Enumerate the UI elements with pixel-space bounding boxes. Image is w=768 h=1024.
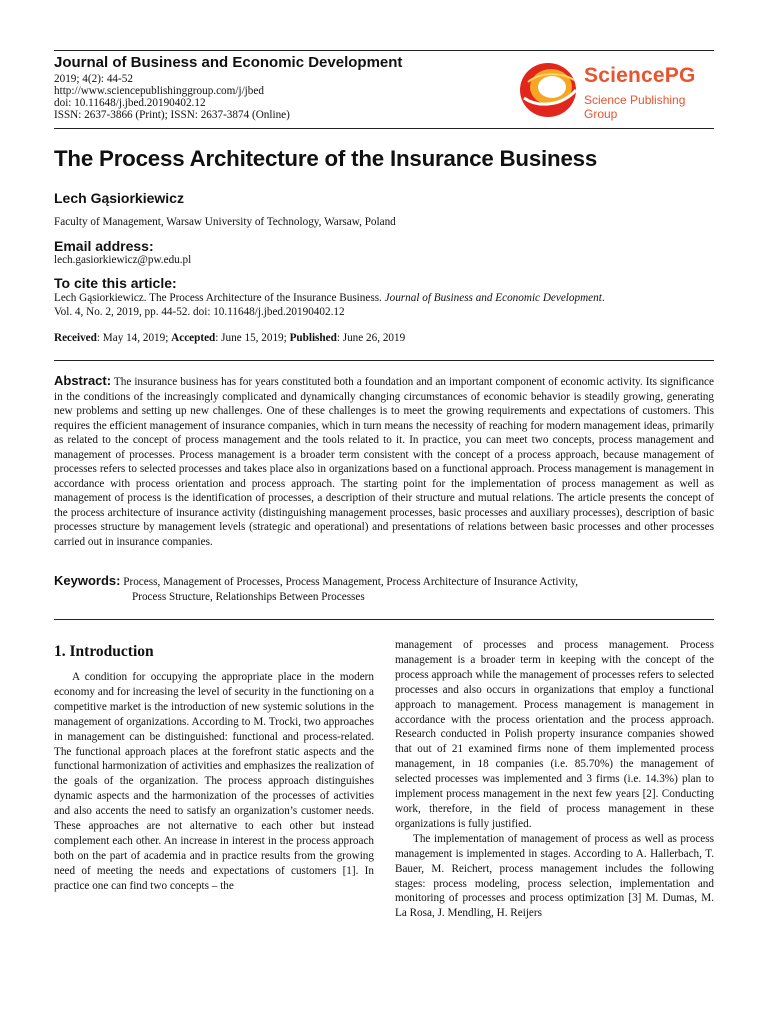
keywords-line-2: Process Structure, Relationships Between Processes — [132, 591, 365, 603]
received-label: Received — [54, 332, 97, 344]
intro-paragraph-1: A condition for occupying the appropriate place in the modern economy and for increasing the level of security in the functioning on a competitive market is the introduction of new systemic solutions in the management of organizations. According to M. Trocki, two approaches in management can be distinguished: functional and process-related. The functional approach places at the forefront static aspects and the functional harmonization of activities and emphasizes the realization of the goals of the organization. The process approach distinguishes dynamic aspects and the harmonization of the processes of activities and also accents the need to satisfy an organization’s customer needs. These approaches are not alternative to each other but instead complement each other. An increase in interest in the process approach both on the part of academia and in practice results from the growing need of meeting the needs and expectations of customers [1]. In practice one can find two concepts – the — [54, 671, 374, 892]
keywords-bottom-rule — [54, 619, 714, 620]
abstract — [54, 374, 714, 550]
intro-paragraph-2: The implementation of management of process as well as process management is implemented in stages. According to A. Hallerbach, T. Bauer, M. Reichert, process management includes the following stages: process modeling, process selection, implementation and monitoring of processes and process optimization [3] M. Dumas, M. La Rosa, J. Mendling, H. Reijers — [395, 832, 714, 920]
citation-journal: Journal of Business and Economic Development — [384, 292, 602, 304]
accepted-date: : June 15, 2019; — [215, 332, 290, 344]
keywords-line-1: Process, Management of Processes, Process Management, Process Architecture of Insurance Activity, — [123, 576, 578, 588]
abstract-label: Abstract: — [54, 373, 112, 388]
citation-period: . — [601, 292, 605, 304]
header-bottom-rule — [54, 128, 714, 129]
logo-text: SciencePG — [584, 64, 696, 87]
publication-dates — [54, 332, 405, 344]
citation-line-2: Vol. 4, No. 2, 2019, pp. 44-52. doi: 10.11648/j.jbed.20190402.12 — [54, 306, 345, 318]
journal-header — [54, 54, 714, 124]
abstract-text: The insurance business has for years constituted both a foundation and an important component of economic activity. Its significance in the conditions of the increasingly complicated and dynamically changing circumstances of economic behavior is steadily growing, generating new problems and setting up new challenges. One of these challenges is to meet the growing requirements and expectations of customers. This requires the efficient management of insurance companies, which in turn means the necessity of reaching for modern management ideas, primarily as related to the concept of process management and the tools related to it. In practice, you can meet two concepts, process management and management of processes. Process management is a broader term consistent with the concept of a process approach, because management of processes refers to selected processes and takes place also in organizations based on a functional approach. Process management is management in accordance with process orientation and process approach. The starting point for the implementation of process management as well as management of process is the identification of processes, a description of their structure and mutual relations. The article presents the concept of the process architecture of insurance activity (distinguishing management processes, basic processes and auxiliary processes), description of basic processes structure by management levels (strategic and operational) and presentations of relations between basic processes and other processes carried out in insurance companies. — [54, 376, 714, 549]
journal-title: Journal of Business and Economic Development — [54, 54, 403, 71]
published-label: Published — [289, 332, 337, 344]
citation-prefix: Lech Gąsiorkiewicz. The Process Architecture of the Insurance Business. — [54, 292, 385, 304]
received-date: : May 14, 2019; — [96, 332, 172, 344]
intro-paragraph-1-continued: management of processes and process management. Process management is a broader term in keeping with the concept of the process approach while the management of processes refers to selected processes and also occurs in organizations that employ a functional approach to management. Process management is management in accordance with the process orientation and the process approach. Research conducted in Polish property insurance companies showed that out of 21 examined firms none of them implemented process management, in 18 companies (i.e. 85.70%) the management of selected processes was implemented and 3 firms (i.e. 14.3%) plan to implement process management in the next few years [2]. Conducting work, therefore, in the field of process management in these organizations is fully justified. — [395, 639, 714, 830]
keywords — [54, 573, 714, 605]
email-address[interactable]: lech.gasiorkiewicz@pw.edu.pl — [54, 254, 192, 266]
email-heading: Email address: — [54, 238, 154, 254]
sciencepg-logo — [518, 60, 718, 120]
top-rule — [54, 50, 714, 51]
journal-issn: ISSN: 2637-3866 (Print); ISSN: 2637-3874 (Online) — [54, 109, 290, 121]
sciencepg-logo-icon — [518, 60, 582, 120]
journal-doi: doi: 10.11648/j.jbed.20190402.12 — [54, 97, 206, 109]
volume-line: 2019; 4(2): 44-52 — [54, 73, 133, 85]
section-title: 1. Introduction — [54, 643, 154, 660]
citation-line-1 — [54, 292, 605, 304]
logo-subtitle: Science Publishing Group — [584, 93, 686, 121]
left-column — [54, 670, 374, 894]
keywords-label: Keywords: — [54, 573, 121, 588]
journal-url[interactable]: http://www.sciencepublishinggroup.com/j/jbed — [54, 85, 264, 97]
paper-title: The Process Architecture of the Insurance Business — [54, 146, 598, 171]
author-name: Lech Gąsiorkiewicz — [54, 190, 184, 206]
accepted-label: Accepted — [171, 332, 216, 344]
published-date: : June 26, 2019 — [336, 332, 406, 344]
affiliation: Faculty of Management, Warsaw University of Technology, Warsaw, Poland — [54, 216, 396, 228]
cite-heading: To cite this article: — [54, 275, 177, 291]
abstract-top-rule — [54, 360, 714, 361]
right-column — [395, 638, 714, 921]
